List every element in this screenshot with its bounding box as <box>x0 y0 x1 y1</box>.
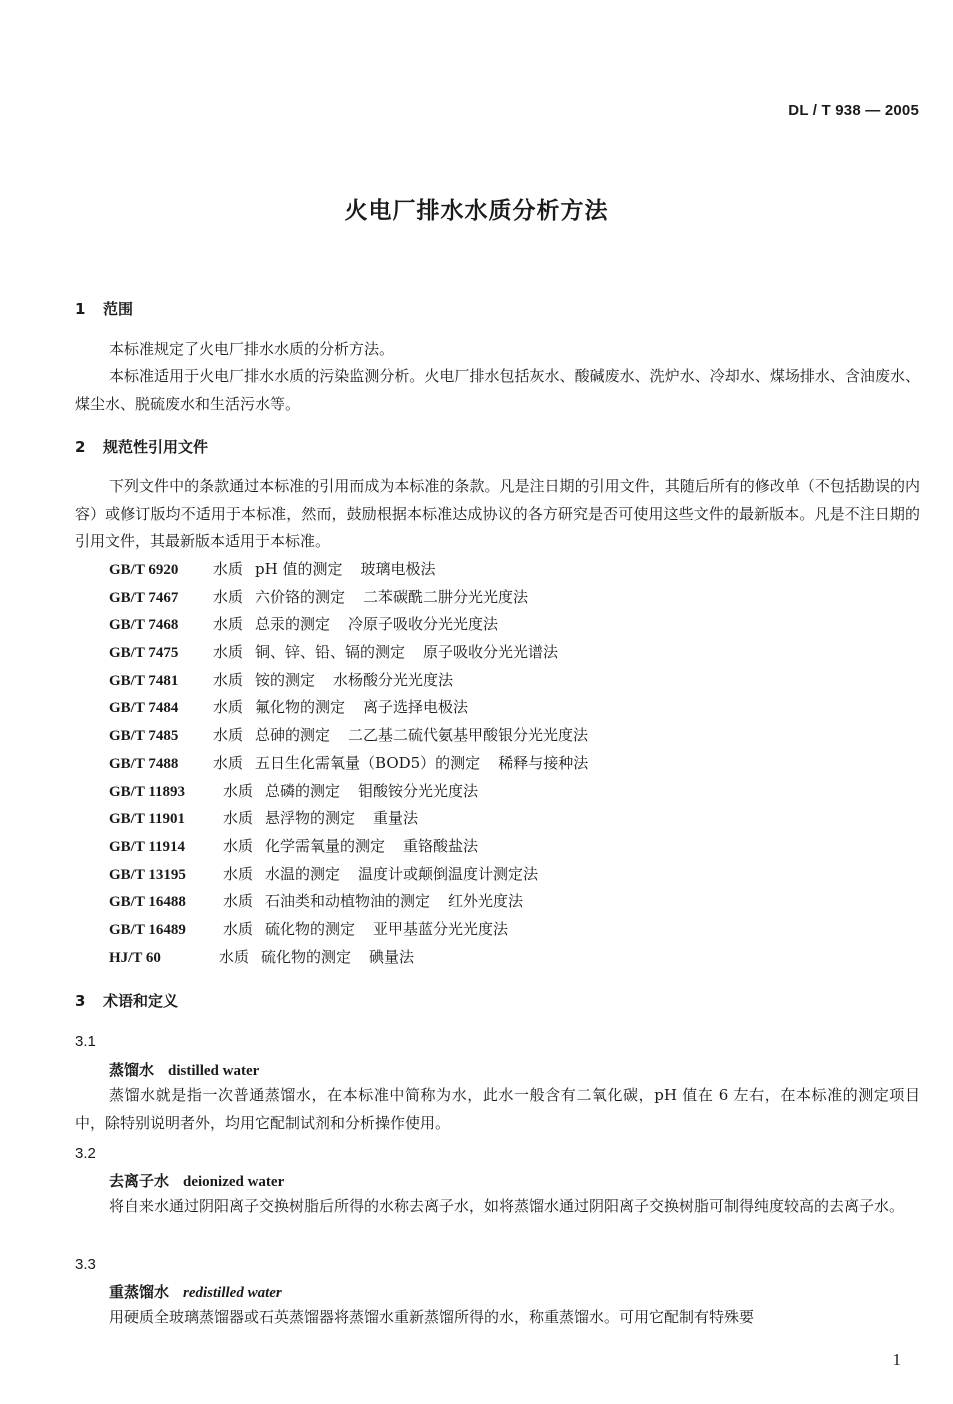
ref-item: 铵的测定 <box>255 670 316 689</box>
ref-item: 氟化物的测定 <box>255 698 346 717</box>
term-zh: 重蒸馏水 <box>109 1283 170 1301</box>
ref-category: 水质 <box>213 587 244 606</box>
ref-category: 水质 <box>213 726 244 745</box>
reference-item <box>109 584 588 612</box>
reference-item <box>109 944 588 972</box>
ref-code: GB/T 7484 <box>109 700 179 717</box>
standard-code: DL / T 938 — 2005 <box>788 102 919 119</box>
reference-item <box>109 778 588 806</box>
section-number: 3 <box>75 992 86 1010</box>
term-title <box>109 1281 282 1302</box>
section-title: 规范性引用文件 <box>103 438 209 456</box>
ref-item: 总砷的测定 <box>255 726 331 745</box>
term-definition: 用硬质全玻璃蒸馏器或石英蒸馏器将蒸馏水重新蒸馏所得的水，称重蒸馏水。可用它配制有特殊要 <box>109 1308 755 1326</box>
ref-method: 离子选择电极法 <box>363 698 469 717</box>
ref-method: 红外光度法 <box>448 892 524 911</box>
ref-method: 二乙基二硫代氨基甲酸银分光光度法 <box>348 726 589 745</box>
term-definition: 将自来水通过阴阳离子交换树脂后所得的水称去离子水，如将蒸馏水通过阴阳离子交换树脂可制得纯度较高的去离子水。 <box>109 1197 905 1215</box>
reference-item <box>109 556 588 584</box>
ref-item: 总磷的测定 <box>265 781 341 800</box>
ref-item: 悬浮物的测定 <box>265 809 356 828</box>
reference-item <box>109 805 588 833</box>
ref-code: GB/T 16489 <box>109 921 186 938</box>
reference-item <box>109 916 588 944</box>
ref-code: HJ/T 60 <box>109 949 161 966</box>
ref-category: 水质 <box>213 560 244 578</box>
document-title: 火电厂排水水质分析方法 <box>344 198 609 224</box>
ref-item: 总汞的测定 <box>255 615 331 634</box>
ref-item: 石油类和动植物油的测定 <box>265 892 431 911</box>
ref-method: 稀释与接种法 <box>498 753 589 772</box>
reference-item <box>109 888 588 916</box>
reference-item <box>109 611 588 639</box>
ref-method: 玻璃电极法 <box>360 560 436 578</box>
reference-item <box>109 750 588 778</box>
ref-method: 重量法 <box>373 809 419 828</box>
term-number: 3.3 <box>75 1256 96 1273</box>
ref-method: 二苯碳酰二肼分光光度法 <box>363 587 529 606</box>
ref-item: 五日生化需氧量（BOD5）的测定 <box>255 753 481 772</box>
ref-category: 水质 <box>223 892 254 911</box>
section-2-heading <box>75 436 208 457</box>
ref-item: pH 值的测定 <box>255 560 343 578</box>
ref-method: 亚甲基蓝分光光度法 <box>373 919 509 938</box>
section-number: 1 <box>75 300 86 318</box>
reference-item <box>109 639 588 667</box>
ref-category: 水质 <box>223 781 254 800</box>
ref-code: GB/T 7481 <box>109 672 179 689</box>
section-2-paragraph-1: 下列文件中的条款通过本标准的引用而成为本标准的条款。凡是注日期的引用文件，其随后所有的修改单（不包括勘误的内容）或修订版均不适用于本标准，然而，鼓励根据本标准达成协议的各方研究是否可使用这些文件的最新版本。凡是不注日期的引用文件，其最新版本适用于本标准。 <box>75 477 920 550</box>
ref-item: 六价铬的测定 <box>255 587 346 606</box>
ref-method: 温度计或颠倒温度计测定法 <box>358 864 539 883</box>
ref-item: 水温的测定 <box>265 864 341 883</box>
ref-category: 水质 <box>223 809 254 828</box>
term-zh: 蒸馏水 <box>109 1061 155 1079</box>
section-title: 术语和定义 <box>103 992 179 1010</box>
ref-code: GB/T 7485 <box>109 728 179 745</box>
term-title <box>109 1170 284 1191</box>
section-1-paragraph-2: 本标准适用于火电厂排水水质的污染监测分析。火电厂排水包括灰水、酸碱废水、洗炉水、冷却水、煤场排水、含油废水、煤尘水、脱硫废水和生活污水等。 <box>75 367 920 413</box>
reference-item <box>109 694 588 722</box>
section-3-heading <box>75 990 178 1011</box>
ref-method: 原子吸收分光光谱法 <box>423 643 559 662</box>
ref-category: 水质 <box>219 947 250 966</box>
reference-item <box>109 722 588 750</box>
term-number: 3.2 <box>75 1145 96 1162</box>
term-definition: 蒸馏水就是指一次普通蒸馏水，在本标准中简称为水，此水一般含有二氧化碳，pH 值在 6 左右，在本标准的测定项目中，除特别说明者外，均用它配制试剂和分析操作使用。 <box>75 1086 920 1132</box>
section-number: 2 <box>75 438 86 456</box>
ref-code: GB/T 7467 <box>109 589 179 606</box>
ref-category: 水质 <box>223 864 254 883</box>
ref-code: GB/T 11893 <box>109 783 185 800</box>
ref-code: GB/T 11914 <box>109 838 185 855</box>
ref-category: 水质 <box>223 919 254 938</box>
ref-category: 水质 <box>213 698 244 717</box>
ref-method: 钼酸铵分光光度法 <box>358 781 479 800</box>
section-1-paragraph-1: 本标准规定了火电厂排水水质的分析方法。 <box>109 340 395 358</box>
ref-method: 碘量法 <box>369 947 415 966</box>
ref-category: 水质 <box>213 643 244 662</box>
section-1-heading <box>75 298 133 319</box>
term-en: redistilled water <box>183 1285 282 1301</box>
ref-code: GB/T 11901 <box>109 811 185 828</box>
ref-item: 硫化物的测定 <box>261 947 352 966</box>
ref-method: 水杨酸分光光度法 <box>333 670 454 689</box>
term-zh: 去离子水 <box>109 1172 170 1190</box>
ref-code: GB/T 16488 <box>109 894 186 911</box>
ref-method: 冷原子吸收分光光度法 <box>348 615 499 634</box>
section-title: 范围 <box>103 300 134 318</box>
reference-item <box>109 833 588 861</box>
term-title <box>109 1059 259 1080</box>
ref-item: 化学需氧量的测定 <box>265 836 386 855</box>
ref-method: 重铬酸盐法 <box>403 836 479 855</box>
page-number: 1 <box>892 1350 901 1369</box>
term-en: distilled water <box>168 1063 260 1079</box>
ref-code: GB/T 6920 <box>109 562 179 578</box>
ref-category: 水质 <box>213 753 244 772</box>
reference-item <box>109 667 588 695</box>
ref-code: GB/T 7475 <box>109 645 179 662</box>
ref-item: 铜、锌、铅、镉的测定 <box>255 643 406 662</box>
ref-code: GB/T 7468 <box>109 617 179 634</box>
ref-code: GB/T 7488 <box>109 755 179 772</box>
ref-category: 水质 <box>213 615 244 634</box>
reference-item <box>109 861 588 889</box>
term-en: deionized water <box>183 1174 285 1190</box>
ref-category: 水质 <box>223 836 254 855</box>
ref-category: 水质 <box>213 670 244 689</box>
ref-code: GB/T 13195 <box>109 866 186 883</box>
term-number: 3.1 <box>75 1033 96 1050</box>
ref-item: 硫化物的测定 <box>265 919 356 938</box>
reference-list <box>109 556 588 971</box>
